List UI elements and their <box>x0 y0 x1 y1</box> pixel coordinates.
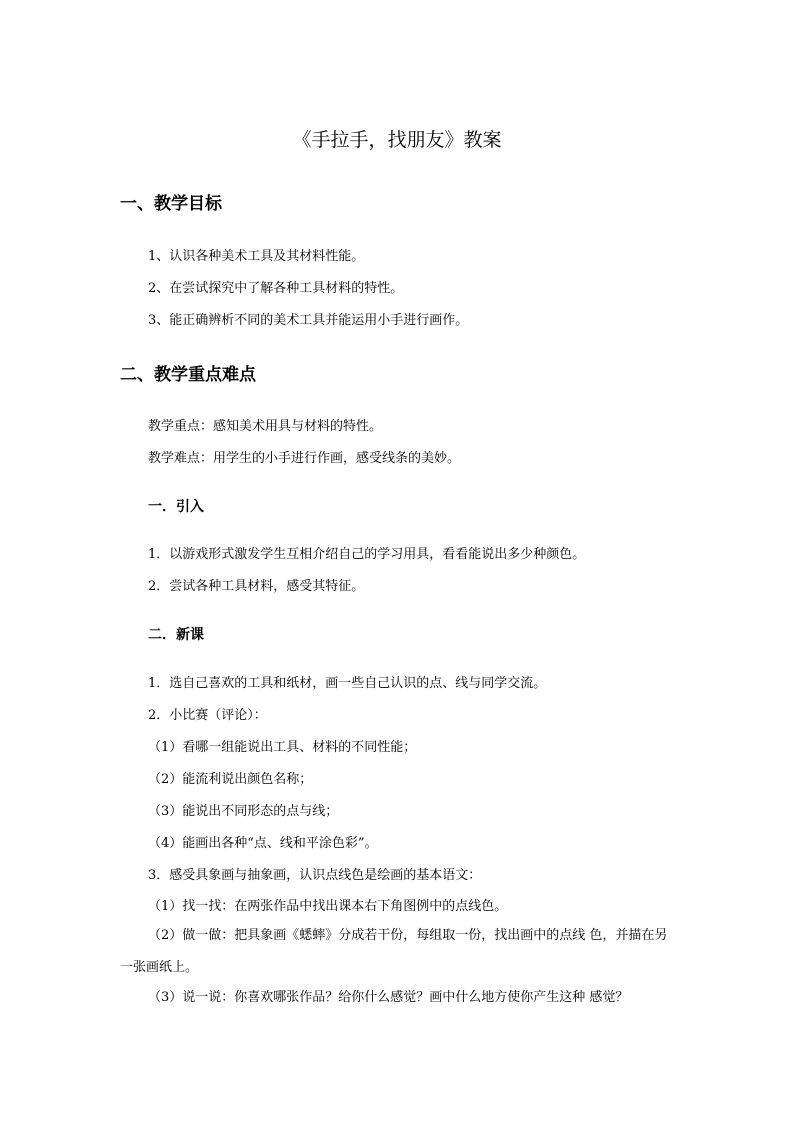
new-lesson-line-5: （3）能说出不同形态的点与线； <box>148 804 339 819</box>
difficult-point-text: 教学难点：用学生的小手进行作画，感受线条的美妙。 <box>148 451 461 466</box>
new-lesson-line-2: 2．小比赛（评论）： <box>148 708 267 723</box>
new-lesson-line-1: 1．选自己喜欢的工具和纸材，画一些自己认识的点、线与同学交流。 <box>148 676 547 691</box>
key-point-text: 教学重点：感知美术用具与材料的特性。 <box>148 419 383 434</box>
new-lesson-line-6: （4）能画出各种“点、线和平涂色彩”。 <box>148 836 378 851</box>
new-lesson-line-4: （2）能流利说出颜色名称； <box>148 772 313 787</box>
new-lesson-line-8: （1）找一找：在两张作品中找出课本右下角图例中的点线色。 <box>148 899 508 914</box>
goal-item-3: 3、能正确辨析不同的美术工具并能运用小手进行画作。 <box>148 313 469 328</box>
goal-item-2: 2、在尝试探究中了解各种工具材料的特性。 <box>148 281 404 296</box>
new-lesson-line-9: （2）做一做：把具象画《蟋蟀》分成若干份，每组取一份，找出画中的点线 色，并描在另一张画纸上。 <box>120 928 668 975</box>
new-lesson-line-7: 3．感受具象画与抽象画，认识点线色是绘画的基本语文： <box>148 868 482 883</box>
subsection-heading-new-lesson: 二．新课 <box>148 627 204 643</box>
intro-item-2: 2．尝试各种工具材料，感受其特征。 <box>148 579 365 594</box>
section-heading-teaching-goals: 一、教学目标 <box>120 194 222 214</box>
section-heading-key-difficult-points: 二、教学重点难点 <box>120 365 256 385</box>
new-lesson-line-3: （1）看哪一组能说出工具、材料的不同性能； <box>148 740 417 755</box>
subsection-heading-introduction: 一．引入 <box>148 499 204 515</box>
goal-item-1: 1、认识各种美术工具及其材料性能。 <box>148 249 365 264</box>
document-title: 《手拉手，找朋友》教案 <box>292 129 502 151</box>
new-lesson-line-10: （3）说一说：你喜欢哪张作品？给你什么感觉？画中什么地方使你产生这种 感觉？ <box>148 990 629 1005</box>
intro-item-1: 1．以游戏形式激发学生互相介绍自己的学习用具，看看能说出多少种颜色。 <box>148 547 586 562</box>
